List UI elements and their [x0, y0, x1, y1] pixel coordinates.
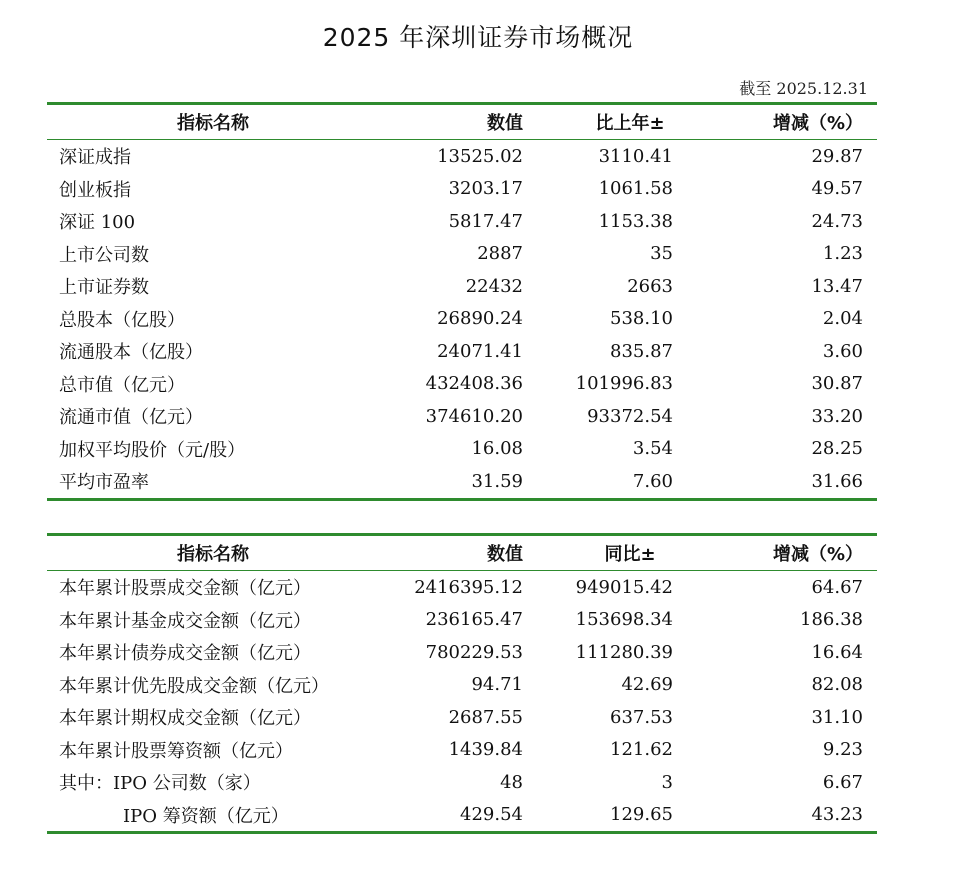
indicator-name: 上市证券数 — [59, 277, 149, 299]
indicator-name: 本年累计基金成交金额（亿元） — [59, 610, 311, 632]
table-row — [47, 368, 877, 401]
indicator-value: 26890.24 — [437, 308, 523, 330]
indicator-change-percent: 30.87 — [811, 373, 863, 395]
indicator-change: 35 — [650, 243, 673, 265]
indicator-name: 深证 100 — [59, 212, 136, 234]
table-row — [47, 205, 877, 238]
indicator-change-percent: 16.64 — [811, 641, 863, 663]
table-row — [47, 270, 877, 303]
indicator-value: 236165.47 — [425, 609, 523, 631]
indicator-name: 其中：IPO 公司数（家） — [59, 773, 261, 795]
indicator-name: 本年累计优先股成交金额（亿元） — [59, 675, 329, 697]
indicator-change-percent: 82.08 — [811, 674, 863, 696]
header-change-percent: 增减（%） — [675, 104, 877, 140]
header-change-vs-last-year: 比上年± — [525, 104, 675, 140]
indicator-value: 24071.41 — [437, 340, 523, 362]
table-row — [47, 140, 877, 173]
table-row — [47, 335, 877, 368]
indicator-change-percent: 64.67 — [811, 576, 863, 598]
indicator-value: 31.59 — [471, 470, 523, 492]
indicator-name: 平均市盈率 — [59, 472, 149, 494]
indicator-change: 3 — [661, 771, 673, 793]
indicator-name: 创业板指 — [59, 179, 131, 201]
table-row — [47, 766, 877, 799]
as-of-date: 截至 2025.12.31 — [739, 79, 868, 98]
indicator-change-percent: 29.87 — [811, 145, 863, 167]
table-row — [47, 173, 877, 206]
table-header-row — [47, 104, 877, 140]
indicator-name: 本年累计股票成交金额（亿元） — [59, 578, 311, 600]
indicator-change-percent: 31.66 — [811, 470, 863, 492]
indicator-change: 637.53 — [610, 706, 673, 728]
indicator-name: IPO 筹资额（亿元） — [123, 805, 289, 827]
indicator-value: 22432 — [465, 275, 523, 297]
indicator-name: 加权平均股价（元/股） — [59, 439, 246, 461]
indicator-change-percent: 9.23 — [822, 739, 863, 761]
indicator-change: 7.60 — [632, 470, 673, 492]
indicator-change: 1061.58 — [598, 178, 673, 200]
indicator-name: 本年累计股票筹资额（亿元） — [59, 740, 293, 762]
indicator-change: 101996.83 — [575, 373, 673, 395]
indicator-change-percent: 3.60 — [822, 340, 863, 362]
indicator-name: 总市值（亿元） — [59, 374, 185, 396]
indicator-change-percent: 49.57 — [811, 178, 863, 200]
header-value: 数值 — [393, 104, 525, 140]
table-row — [47, 636, 877, 669]
indicator-change-percent: 24.73 — [811, 210, 863, 232]
indicator-change-percent: 1.23 — [822, 243, 863, 265]
market-overview-table — [47, 102, 877, 501]
table-row — [47, 701, 877, 734]
indicator-change: 121.62 — [610, 739, 673, 761]
table-row — [47, 799, 877, 833]
indicator-value: 16.08 — [471, 438, 523, 460]
indicator-change-percent: 6.67 — [822, 771, 863, 793]
indicator-value: 432408.36 — [425, 373, 523, 395]
indicator-change-percent: 2.04 — [822, 308, 863, 330]
indicator-change: 1153.38 — [598, 210, 673, 232]
annual-trading-table — [47, 533, 877, 834]
table-row — [47, 669, 877, 702]
indicator-change: 835.87 — [610, 340, 673, 362]
table-row — [47, 604, 877, 637]
indicator-value: 374610.20 — [425, 405, 523, 427]
header-change-yoy: 同比± — [525, 535, 675, 571]
indicator-change-percent: 13.47 — [811, 275, 863, 297]
indicator-name: 流通市值（亿元） — [59, 407, 203, 429]
table-row — [47, 734, 877, 767]
indicator-value: 2887 — [477, 243, 523, 265]
indicator-name: 流通股本（亿股） — [59, 342, 203, 364]
indicator-value: 94.71 — [471, 674, 523, 696]
header-value: 数值 — [393, 535, 525, 571]
indicator-name: 上市公司数 — [59, 244, 149, 266]
indicator-change-percent: 186.38 — [800, 609, 863, 631]
indicator-change-percent: 31.10 — [811, 706, 863, 728]
indicator-name: 深证成指 — [59, 147, 131, 169]
indicator-value: 48 — [500, 771, 523, 793]
indicator-value: 13525.02 — [437, 145, 523, 167]
header-indicator-name: 指标名称 — [47, 535, 393, 571]
indicator-name: 总股本（亿股） — [59, 309, 185, 331]
table-row — [47, 465, 877, 499]
indicator-change: 538.10 — [610, 308, 673, 330]
indicator-change-percent: 33.20 — [811, 405, 863, 427]
indicator-value: 2687.55 — [448, 706, 523, 728]
indicator-change: 111280.39 — [575, 641, 673, 663]
indicator-name: 本年累计期权成交金额（亿元） — [59, 708, 311, 730]
indicator-value: 429.54 — [460, 804, 523, 826]
indicator-value: 5817.47 — [448, 210, 523, 232]
header-change-percent: 增减（%） — [675, 535, 877, 571]
indicator-change: 2663 — [627, 275, 673, 297]
indicator-name: 本年累计债券成交金额（亿元） — [59, 643, 311, 665]
table-row — [47, 238, 877, 271]
indicator-change: 93372.54 — [587, 405, 673, 427]
indicator-change: 949015.42 — [575, 576, 673, 598]
header-indicator-name: 指标名称 — [47, 104, 393, 140]
indicator-value: 1439.84 — [448, 739, 523, 761]
page-title: 2025 年深圳证券市场概况 — [322, 23, 634, 52]
table-row — [47, 433, 877, 466]
indicator-change: 3.54 — [632, 438, 673, 460]
indicator-change: 42.69 — [621, 674, 673, 696]
table-row — [47, 400, 877, 433]
table-row — [47, 303, 877, 336]
table-row — [47, 571, 877, 604]
indicator-change: 129.65 — [610, 804, 673, 826]
indicator-value: 3203.17 — [448, 178, 523, 200]
indicator-value: 2416395.12 — [414, 576, 523, 598]
indicator-change: 153698.34 — [575, 609, 673, 631]
indicator-change-percent: 43.23 — [811, 804, 863, 826]
table-header-row — [47, 535, 877, 571]
indicator-value: 780229.53 — [425, 641, 523, 663]
indicator-change-percent: 28.25 — [811, 438, 863, 460]
indicator-change: 3110.41 — [598, 145, 673, 167]
